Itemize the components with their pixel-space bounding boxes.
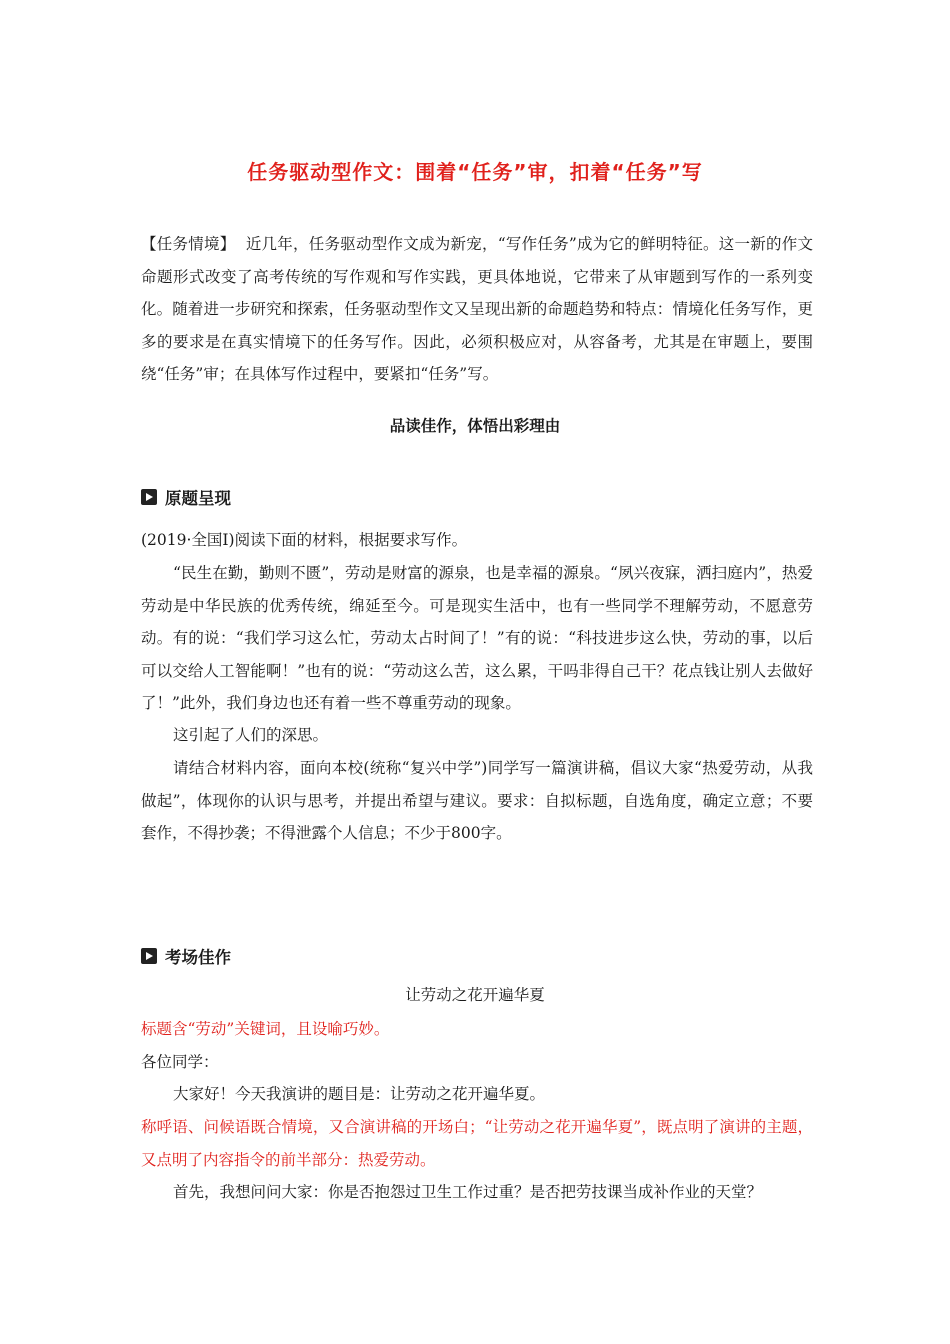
play-icon — [141, 489, 157, 505]
section-heading-original-question — [141, 486, 231, 508]
question-material: “民生在勤，勤则不匮”，劳动是财富的源泉，也是幸福的源泉。“夙兴夜寐，洒扫庭内”，热爱劳动是中华民族的优秀传统，绵延至今。可是现实生活中，也有一些同学不理解劳动，不愿意劳动。有的说：“我们学习这么忙，劳动太占时间了！”有的说：“科技进步这么快，劳动的事，以后可以交给人工智能啊！”也有的说：“劳动这么苦，这么累，干吗非得自己干？花点钱让别人去做好了！”此外，我们身边也还有着一些不尊重劳动的现象。 — [141, 564, 813, 712]
section-subtitle: 品读佳作，体悟出彩理由 — [389, 417, 561, 435]
essay-paragraph: 大家好！今天我演讲的题目是：让劳动之花开遍华夏。 — [173, 1085, 546, 1103]
essay-paragraph: 首先，我想问问大家：你是否抱怨过卫生工作过重？是否把劳技课当成补作业的天堂？ — [173, 1183, 763, 1201]
intro-paragraph — [141, 228, 813, 391]
section-heading-label: 原题呈现 — [165, 489, 231, 508]
intro-tag: 【任务情境】 — [141, 235, 236, 253]
page-title: 任务驱动型作文：围着“任务”审，扣着“任务”写 — [247, 160, 703, 184]
section-heading-label: 考场佳作 — [165, 948, 231, 967]
annotation-opening: 称呼语、问候语既合情境，又合演讲稿的开场白；“让劳动之花开遍华夏”，既点明了演讲的主题，又点明了内容指令的前半部分：热爱劳动。 — [141, 1118, 813, 1169]
essay-salutation: 各位同学： — [141, 1053, 219, 1071]
question-source: (2019·全国Ⅰ)阅读下面的材料，根据要求写作。 — [141, 531, 468, 549]
annotation-title: 标题含“劳动”关键词，且设喻巧妙。 — [141, 1020, 390, 1038]
essay-title: 让劳动之花开遍华夏 — [405, 986, 545, 1004]
question-instructions: 请结合材料内容，面向本校(统称“复兴中学”)同学写一篇演讲稿，倡议大家“热爱劳动，从我做起”，体现你的认识与思考，并提出希望与建议。要求：自拟标题，自选角度，确定立意；不要套作，不得抄袭；不得泄露个人信息；不少于800字。 — [141, 759, 813, 842]
intro-text: 近几年，任务驱动型作文成为新宠，“写作任务”成为它的鲜明特征。这一新的作文命题形式改变了高考传统的写作观和写作实践，更具体地说，它带来了从审题到写作的一系列变化。随着进一步研究和探索，任务驱动型作文又呈现出新的命题趋势和特点：情境化任务写作，更多的要求是在真实情境下的任务写作。因此，必须积极应对，从容备考，尤其是在审题上，要围绕“任务”审；在具体写作过程中，要紧扣“任务”写。 — [141, 235, 813, 383]
question-reflection: 这引起了人们的深思。 — [173, 726, 329, 744]
play-icon — [141, 948, 157, 964]
section-heading-exam-essay — [141, 945, 231, 967]
